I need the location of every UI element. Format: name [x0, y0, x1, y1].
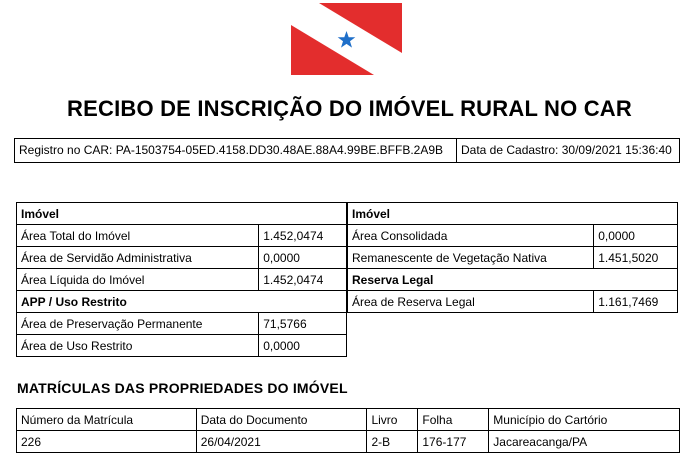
- data-cadastro-value: 30/09/2021 15:36:40: [561, 143, 672, 157]
- matricula-number: 226: [17, 431, 197, 453]
- table-row: [17, 291, 347, 313]
- row-value: 1.161,7469: [594, 291, 678, 313]
- section-header-imovel: Imóvel: [17, 203, 347, 225]
- row-label: Área Total do Imóvel: [17, 225, 259, 247]
- table-row: [348, 225, 678, 247]
- table-row: [348, 203, 678, 225]
- column-header: Data do Documento: [196, 409, 367, 431]
- registro-label: Registro no CAR:: [19, 143, 113, 157]
- row-value: 71,5766: [259, 313, 347, 335]
- row-value: 0,0000: [259, 247, 347, 269]
- page-title: RECIBO DE INSCRIÇÃO DO IMÓVEL RURAL NO CAR: [67, 96, 632, 121]
- column-header: Livro: [367, 409, 418, 431]
- row-value: 1.452,0474: [259, 225, 347, 247]
- registro-box: [14, 138, 680, 163]
- table-row: [17, 203, 347, 225]
- folha: 176-177: [418, 431, 489, 453]
- livro: 2-B: [367, 431, 418, 453]
- row-value: 1.451,5020: [594, 247, 678, 269]
- data-cadastro-label: Data de Cadastro:: [461, 143, 559, 157]
- matriculas-table: [16, 408, 680, 453]
- row-value: 0,0000: [594, 225, 678, 247]
- document-date: 26/04/2021: [196, 431, 367, 453]
- table-row: [17, 313, 347, 335]
- section-header-imovel-right: Imóvel: [348, 203, 678, 225]
- column-header: Número da Matrícula: [17, 409, 197, 431]
- row-value: 1.452,0474: [259, 269, 347, 291]
- table-row: [17, 225, 347, 247]
- column-header: Município do Cartório: [489, 409, 680, 431]
- row-label: Área de Preservação Permanente: [17, 313, 259, 335]
- table-row: [17, 269, 347, 291]
- row-label: Área de Reserva Legal: [348, 291, 594, 313]
- table-header-row: [17, 409, 680, 431]
- registro-cell: [15, 139, 443, 162]
- section-header-app: APP / Uso Restrito: [17, 291, 347, 313]
- table-row: [348, 291, 678, 313]
- table-row: [17, 335, 347, 357]
- row-label: Área Consolidada: [348, 225, 594, 247]
- table-row: [348, 247, 678, 269]
- municipio-cartorio: Jacareacanga/PA: [489, 431, 680, 453]
- table-row: [17, 431, 680, 453]
- section-header-reserva: Reserva Legal: [348, 269, 678, 291]
- registro-value: PA-1503754-05ED.4158.DD30.48AE.88A4.99BE.BFFB.2A9B: [115, 143, 444, 157]
- row-label: Área Líquida do Imóvel: [17, 269, 259, 291]
- data-cadastro-cell: [457, 139, 672, 162]
- left-areas-table: [16, 202, 347, 357]
- table-row: [17, 247, 347, 269]
- row-label: Área de Uso Restrito: [17, 335, 259, 357]
- row-value: 0,0000: [259, 335, 347, 357]
- table-row: [348, 269, 678, 291]
- para-flag-logo: [291, 3, 402, 75]
- column-header: Folha: [418, 409, 489, 431]
- matriculas-section-title: MATRÍCULAS DAS PROPRIEDADES DO IMÓVEL: [17, 380, 348, 396]
- row-label: Área de Servidão Administrativa: [17, 247, 259, 269]
- row-label: Remanescente de Vegetação Nativa: [348, 247, 594, 269]
- right-areas-table: [347, 202, 678, 313]
